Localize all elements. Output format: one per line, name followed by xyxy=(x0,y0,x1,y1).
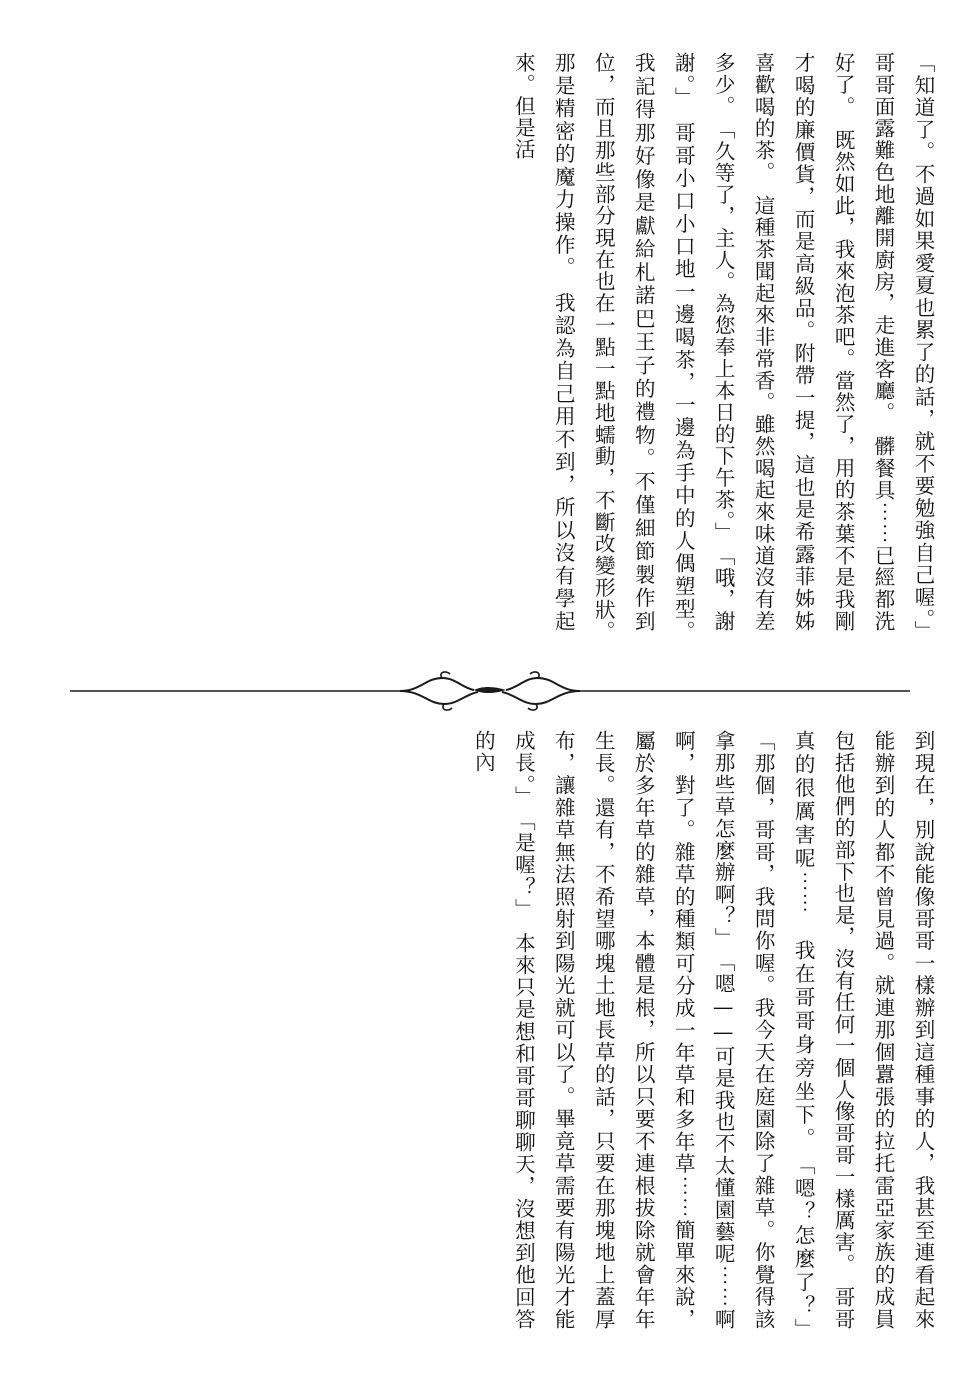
ornamental-divider xyxy=(70,668,910,714)
bottom-text-block: 到現在，別說能像哥哥一樣辦到這種事的人，我甚至連看起來能辦到的人都不曾見過。就連那個囂張的拉托雷亞家族的成員包括他們的部下也是，沒有任何一個人像哥哥一樣厲害。 哥哥真的很厲害呢⋯⋯ 我在哥哥身旁坐下。 「嗯？怎麼了？」 「那個，哥哥，我問你喔。我今天在庭園除了雜草。你覺得該拿那些草怎麼辦啊？」 「嗯——可是我也不太懂園藝呢⋯⋯啊啊，對了。雜草的種類可分成一年草和多年草⋯⋯簡單來說，屬於多年草的雜草，本體是根，所以只要不連根拔除就會年年生長。還有，不希望哪塊土地長草的話，只要在那塊地上蓋厚布，讓雜草無法照射到陽光就可以了。畢竟草需要有陽光才能成長。」 「是喔？」 本來只是想和哥哥聊聊天，沒想到他回答的內 xyxy=(471,730,935,1352)
flourish-divider-icon xyxy=(70,668,910,714)
top-text-block: 「知道了。不過如果愛夏也累了的話，就不要勉強自己喔。」 哥哥面露難色地離開廚房，走進客廳。 髒餐具⋯⋯已經都洗好了。 既然如此，我來泡茶吧。當然了，用的茶葉不是我剛才喝的廉價貨，而是高級品。附帶一提，這也是希露菲姊姊喜歡喝的茶。 這種茶聞起來非常香。雖然喝起來味道沒有差多少。 「久等了，主人。為您奉上本日的下午茶。」 「哦，謝謝。」 哥哥小口小口地一邊喝茶，一邊為手中的人偶塑型。 我記得那好像是獻給札諾巴王子的禮物。不僅細節製作到位，而且那些部分現在也在一點一點地蠕動，不斷改變形狀。 那是精密的魔力操作。 我認為自己用不到，所以沒有學起來。但是活 xyxy=(511,52,935,654)
